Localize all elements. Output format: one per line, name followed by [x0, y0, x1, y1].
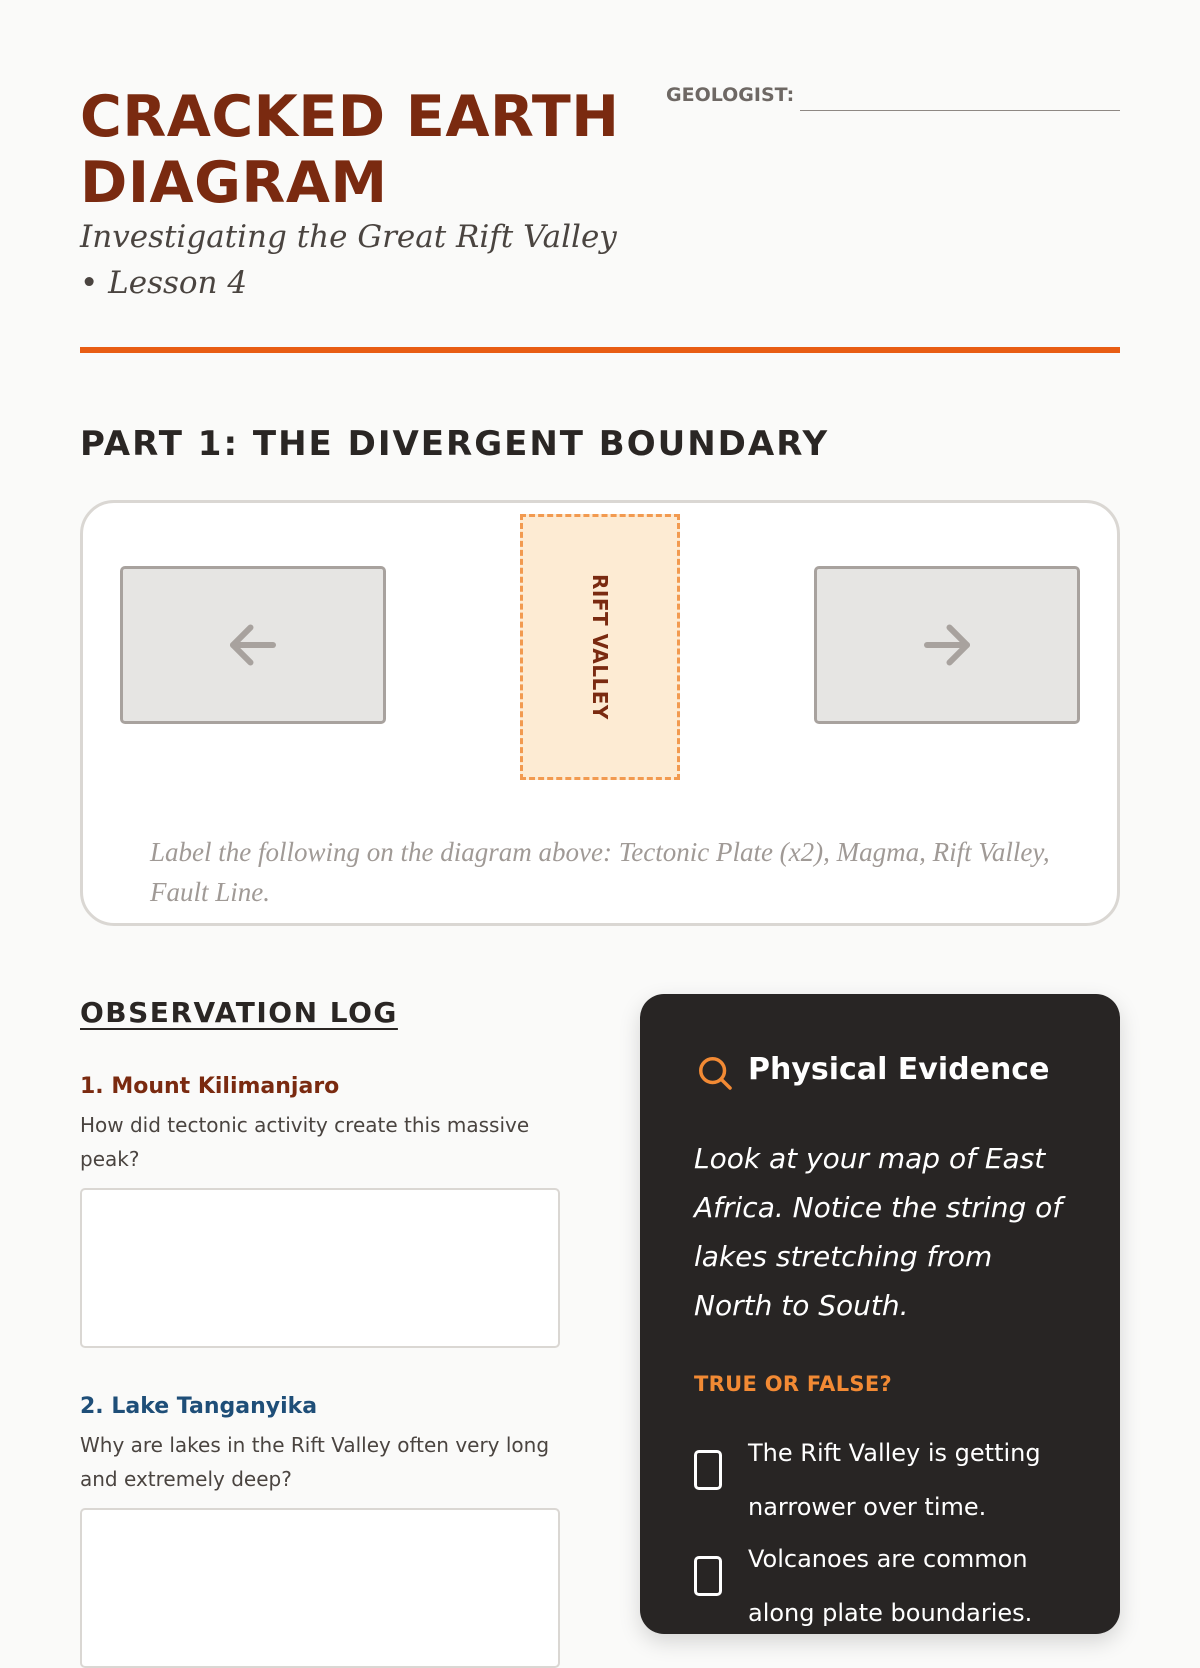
- question-2-answer-box[interactable]: [80, 1508, 560, 1668]
- tectonic-plate-left: [120, 566, 386, 724]
- question-2-title: 2. Lake Tanganyika: [80, 1394, 318, 1419]
- true-false-title: TRUE OR FALSE?: [694, 1372, 892, 1396]
- part1-title: PART 1: THE DIVERGENT BOUNDARY: [80, 424, 830, 464]
- rift-valley-zone: [520, 514, 680, 780]
- physical-evidence-title: Physical Evidence: [748, 1052, 1050, 1087]
- true-false-statement-2: Volcanoes are common along plate boundaries.: [748, 1545, 1033, 1627]
- search-icon: [696, 1054, 734, 1092]
- worksheet-title: CRACKED EARTH DIAGRAM: [80, 84, 620, 216]
- question-1-prompt: How did tectonic activity create this massive peak?: [80, 1113, 530, 1171]
- observation-log-title: OBSERVATION LOG: [80, 996, 398, 1029]
- true-false-statement-1: The Rift Valley is getting narrower over time.: [748, 1439, 1041, 1521]
- physical-evidence-body: Look at your map of East Africa. Notice the string of lakes stretching from North to South.: [694, 1142, 1063, 1322]
- question-1-answer-box[interactable]: [80, 1188, 560, 1348]
- arrow-left-icon: [223, 615, 283, 675]
- arrow-right-icon: [917, 615, 977, 675]
- geologist-name-line[interactable]: [800, 110, 1120, 111]
- geologist-label: GEOLOGIST:: [666, 84, 795, 106]
- question-2-prompt: Why are lakes in the Rift Valley often very long and extremely deep?: [80, 1433, 550, 1491]
- tectonic-plate-right: [814, 566, 1080, 724]
- question-1-title: 1. Mount Kilimanjaro: [80, 1074, 340, 1099]
- worksheet-subtitle: Investigating the Great Rift Valley • Lesson 4: [80, 219, 617, 301]
- true-false-checkbox-2[interactable]: [694, 1556, 722, 1596]
- diagram-instructions: Label the following on the diagram above: Tectonic Plate (x2), Magma, Rift Valley, Fault Line.: [150, 837, 1050, 907]
- true-false-checkbox-1[interactable]: [694, 1450, 722, 1490]
- rift-valley-label: RIFT VALLEY: [588, 574, 612, 720]
- header-divider: [80, 347, 1120, 353]
